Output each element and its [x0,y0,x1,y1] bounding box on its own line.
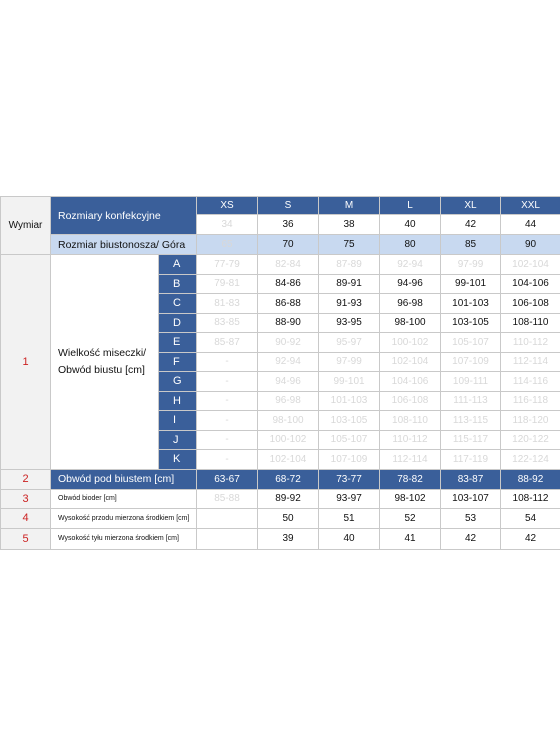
table-cell: 110-112 [501,333,560,353]
row-number: 2 [1,469,51,489]
table-cell: 106-108 [380,391,441,411]
table-cell: 63-67 [197,469,258,489]
table-cell: 113-115 [441,411,501,431]
table-cell: 122-124 [501,450,560,470]
table-cell: 89-92 [258,489,319,508]
table-cell: 85-88 [197,489,258,508]
table-cell: 117-119 [441,450,501,470]
table-cell: 81-83 [197,294,258,314]
table-cell: 82-84 [258,255,319,275]
table-cell: - [197,450,258,470]
table-cell: 114-116 [501,372,560,392]
bra-size: 70 [258,235,319,255]
size-xxl: XXL [501,197,560,215]
table-cell: 118-120 [501,411,560,431]
table-cell: - [197,391,258,411]
row-number: 5 [1,528,51,549]
table-cell: 42 [441,528,501,549]
cup-letter: K [159,450,197,470]
bra-size: 65 [197,235,258,255]
size-m: M [319,197,380,215]
table-cell: 116-118 [501,391,560,411]
table-cell: 78-82 [380,469,441,489]
table-cell: 101-103 [441,294,501,314]
table-cell: 92-94 [258,352,319,372]
table-cell: 108-112 [501,489,560,508]
table-cell: 107-109 [441,352,501,372]
size-xl: XL [441,197,501,215]
number-size: 40 [380,215,441,235]
table-cell: 77-79 [197,255,258,275]
table-cell: 92-94 [380,255,441,275]
table-cell: 106-108 [501,294,560,314]
table-cell: 96-98 [380,294,441,314]
table-cell: 89-91 [319,274,380,294]
number-size: 44 [501,215,560,235]
table-cell [197,528,258,549]
wymiar-label: Wymiar [1,197,51,255]
cup-letter: B [159,274,197,294]
table-cell: 52 [380,508,441,528]
table-cell: 112-114 [380,450,441,470]
table-cell: 104-106 [501,274,560,294]
table-cell: 108-110 [380,411,441,431]
table-row [1,489,560,508]
table-cell: 103-105 [319,411,380,431]
table-row [1,528,560,549]
table-cell: 102-104 [258,450,319,470]
table-cell: 99-101 [441,274,501,294]
table-cell: 84-86 [258,274,319,294]
number-size: 34 [197,215,258,235]
table-cell: 109-111 [441,372,501,392]
number-size: 38 [319,215,380,235]
table-cell: 93-95 [319,313,380,333]
table-cell: 98-100 [258,411,319,431]
table-cell: 99-101 [319,372,380,392]
table-cell: 104-106 [380,372,441,392]
table-cell: 94-96 [258,372,319,392]
table-cell: 102-104 [501,255,560,275]
table-cell: 98-100 [380,313,441,333]
row-label: Wysokość przodu mierzona środkiem [cm] [51,508,197,528]
table-cell: 87-89 [319,255,380,275]
table-cell: 85-87 [197,333,258,353]
cup-letter: J [159,430,197,450]
table-cell: 95-97 [319,333,380,353]
table-row [1,469,560,489]
table-cell: 83-85 [197,313,258,333]
rozmiar-biustonosza-label: Rozmiar biustonosza/ Góra [51,235,197,255]
table-cell: 53 [441,508,501,528]
number-size: 42 [441,215,501,235]
table-cell: 51 [319,508,380,528]
header-sizes-row [1,197,560,215]
row-number: 3 [1,489,51,508]
table-cell: 107-109 [319,450,380,470]
table-cell: 39 [258,528,319,549]
table-cell: 105-107 [319,430,380,450]
table-cell: 108-110 [501,313,560,333]
size-l: L [380,197,441,215]
bra-size: 75 [319,235,380,255]
table-cell: 40 [319,528,380,549]
table-cell: - [197,352,258,372]
cup-section-label [51,255,159,470]
size-chart-table [0,196,560,550]
cup-label-line2: Obwód biustu [cm] [58,363,145,376]
table-cell: 86-88 [258,294,319,314]
table-cell: 105-107 [441,333,501,353]
row-label: Obwód bioder [cm] [51,489,197,508]
table-cell: 88-92 [501,469,560,489]
cup-letter: F [159,352,197,372]
table-cell: 111-113 [441,391,501,411]
table-cell: - [197,372,258,392]
cup-letter: C [159,294,197,314]
table-cell: 103-107 [441,489,501,508]
table-cell: 88-90 [258,313,319,333]
table-cell: 103-105 [441,313,501,333]
rozmiary-konfekcyjne-label: Rozmiary konfekcyjne [51,197,197,235]
table-cell: 54 [501,508,560,528]
row-number: 1 [1,255,51,470]
header-bra-row [1,235,560,255]
table-cell: 102-104 [380,352,441,372]
table-cell: 120-122 [501,430,560,450]
table-cell: 68-72 [258,469,319,489]
row-label: Obwód pod biustem [cm] [51,469,197,489]
number-size: 36 [258,215,319,235]
table-cell: 101-103 [319,391,380,411]
table-cell: 50 [258,508,319,528]
size-xs: XS [197,197,258,215]
table-cell: - [197,430,258,450]
table-cell: 73-77 [319,469,380,489]
cup-letter: A [159,255,197,275]
table-row [1,508,560,528]
table-cell: 97-99 [441,255,501,275]
table-cell: 98-102 [380,489,441,508]
table-cell: 93-97 [319,489,380,508]
table-cell: 112-114 [501,352,560,372]
table-cell: 100-102 [258,430,319,450]
table-cell: 115-117 [441,430,501,450]
table-cell: 97-99 [319,352,380,372]
cup-letter: G [159,372,197,392]
row-number: 4 [1,508,51,528]
table-row [1,255,560,275]
table-cell: 91-93 [319,294,380,314]
cup-label-line1: Wielkość miseczki/ [58,347,147,360]
row-label: Wysokość tyłu mierzona środkiem [cm] [51,528,197,549]
table-cell: 96-98 [258,391,319,411]
table-cell [197,508,258,528]
cup-letter: D [159,313,197,333]
table-cell: 90-92 [258,333,319,353]
cup-letter: I [159,411,197,431]
table-cell: 42 [501,528,560,549]
size-s: S [258,197,319,215]
table-cell: 94-96 [380,274,441,294]
table-cell: 83-87 [441,469,501,489]
table-cell: - [197,411,258,431]
bra-size: 90 [501,235,560,255]
bra-size: 80 [380,235,441,255]
bra-size: 85 [441,235,501,255]
table-cell: 110-112 [380,430,441,450]
cup-letter: H [159,391,197,411]
table-cell: 100-102 [380,333,441,353]
cup-letter: E [159,333,197,353]
table-cell: 79-81 [197,274,258,294]
table-cell: 41 [380,528,441,549]
